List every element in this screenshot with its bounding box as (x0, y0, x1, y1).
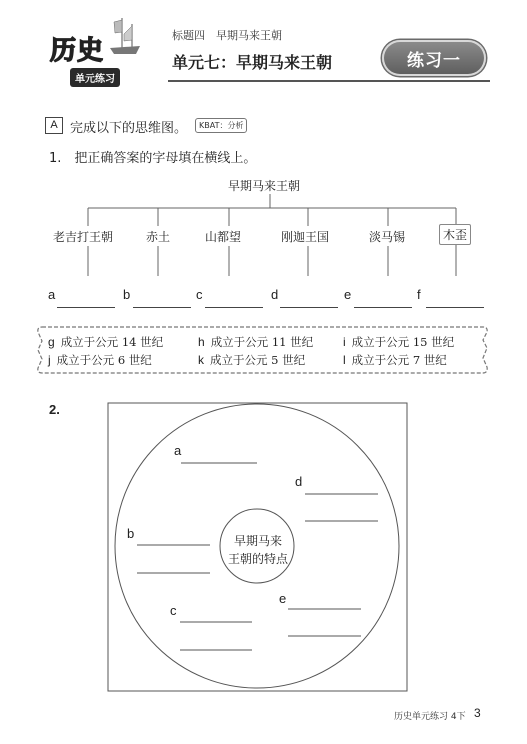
circle-label-d: d (295, 474, 303, 489)
circle-label-e: e (279, 591, 287, 606)
practice-badge: 练习一 (382, 40, 486, 76)
option-i-text: 成立于公元 15 世纪 (351, 335, 455, 349)
option-j-letter: j (48, 353, 51, 367)
tree-node-5: 淡马锡 (369, 230, 406, 244)
logo-title: 历史 (50, 36, 105, 66)
center-label-line-1: 早期马来 (233, 534, 282, 548)
option-g-text: 成立于公元 14 世纪 (60, 335, 164, 349)
answer-letter-a: a (48, 287, 56, 302)
circle-label-a: a (174, 443, 182, 458)
unit-title: 单元七：早期马来王朝 (172, 53, 333, 72)
tree-node-2: 赤土 (146, 230, 171, 244)
logo-subtitle: 单元练习 (70, 68, 120, 87)
option-k-text: 成立于公元 5 世纪 (210, 353, 306, 367)
tree-node-4: 刚迦王国 (281, 230, 330, 244)
answer-letter-d: d (271, 287, 279, 302)
circle-label-b: b (127, 526, 135, 541)
section-instruction: 完成以下的思维图。 (70, 121, 188, 136)
option-l-letter: l (343, 353, 346, 367)
option-l-text: 成立于公元 7 世纪 (351, 353, 447, 367)
answer-letter-e: e (344, 287, 352, 302)
kbat-tag: KBAT：分析 (195, 118, 247, 133)
topic-label: 标题四 早期马来王朝 (172, 29, 282, 42)
option-j-text: 成立于公元 6 世纪 (56, 353, 152, 367)
option-h-letter: h (198, 335, 205, 349)
section-badge: A (45, 117, 63, 134)
page-number: 3 (474, 706, 481, 720)
tree-node-1: 老吉打王朝 (53, 230, 114, 244)
option-h-text: 成立于公元 11 世纪 (210, 335, 314, 349)
footer-text: 历史单元练习 4下 (394, 712, 466, 722)
question-2-number: 2. (49, 402, 60, 417)
circle-map-center (222, 532, 294, 568)
answer-letter-f: f (417, 287, 421, 302)
option-g-letter: g (48, 335, 55, 349)
option-k-letter: k (198, 353, 204, 367)
answer-letter-b: b (123, 287, 131, 302)
tree-node-3: 山都望 (205, 230, 242, 244)
center-label-line-2: 王朝的特点 (227, 552, 288, 566)
circle-label-c: c (170, 603, 177, 618)
tree-root: 早期马来王朝 (228, 179, 301, 193)
question-1-text: 1. 把正确答案的字母填在横线上。 (49, 151, 257, 166)
option-i-letter: i (343, 335, 346, 349)
answer-letter-c: c (196, 287, 203, 302)
tree-node-6: 木歪 (439, 224, 471, 245)
